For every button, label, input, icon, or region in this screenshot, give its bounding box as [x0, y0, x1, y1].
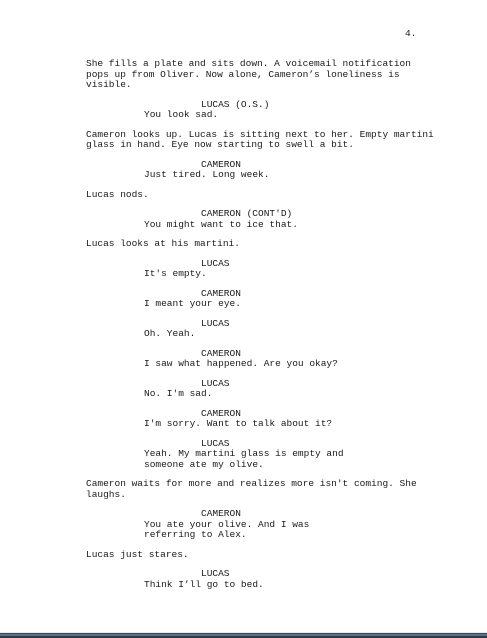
window-bottom-edge	[0, 632, 487, 638]
action-line: Lucas just stares.	[86, 548, 189, 560]
dialogue-line: someone ate my olive.	[144, 458, 264, 470]
dialogue-line: You ate your olive. And I was	[144, 518, 310, 530]
dialogue-line: It's empty.	[144, 268, 207, 279]
page-number: 4.	[405, 28, 417, 39]
character-line: CAMERON	[201, 347, 241, 359]
dialogue-line: You look sad.	[144, 109, 219, 120]
dialogue-line: referring to Alex.	[144, 529, 247, 540]
action-line: She fills a plate and sits down. A voicemail notification	[86, 58, 411, 69]
character-line: LUCAS	[201, 257, 230, 269]
character-line: CAMERON	[201, 407, 241, 419]
dialogue-line: I'm sorry. Want to talk about it?	[144, 418, 333, 429]
dialogue-line: Yeah. My martini glass is empty and	[144, 448, 344, 459]
dialogue-line: You might want to ice that.	[144, 218, 298, 230]
character-line: LUCAS	[201, 437, 230, 449]
action-line: pops up from Oliver. Now alone, Cameron’s loneliness is	[86, 68, 400, 80]
character-line: LUCAS	[201, 377, 230, 389]
action-line: laughs.	[86, 488, 126, 500]
dialogue-line: I meant your eye.	[144, 298, 241, 309]
character-line: CAMERON	[201, 287, 241, 299]
character-line: LUCAS (O.S.)	[201, 98, 270, 110]
action-line: Cameron looks up. Lucas is sitting next to her. Empty martini	[86, 128, 434, 140]
action-line: glass in hand. Eye now starting to swell a bit.	[86, 139, 354, 150]
dialogue-line: Think I’ll go to bed.	[144, 578, 264, 590]
character-line: CAMERON	[201, 158, 241, 170]
action-line: Cameron waits for more and realizes more isn't coming. She	[86, 478, 417, 489]
dialogue-line: No. I'm sad.	[144, 388, 213, 399]
action-line: visible.	[86, 79, 132, 90]
character-line: LUCAS	[201, 317, 230, 329]
action-line: Lucas nods.	[86, 188, 149, 200]
character-line: CAMERON (CONT'D)	[201, 208, 293, 219]
action-line: Lucas looks at his martini.	[86, 238, 240, 249]
dialogue-line: I saw what happened. Are you okay?	[144, 358, 338, 369]
dialogue-line: Just tired. Long week.	[144, 169, 270, 180]
character-line: LUCAS	[201, 568, 230, 579]
character-line: CAMERON	[201, 508, 241, 519]
dialogue-line: Oh. Yeah.	[144, 328, 196, 339]
